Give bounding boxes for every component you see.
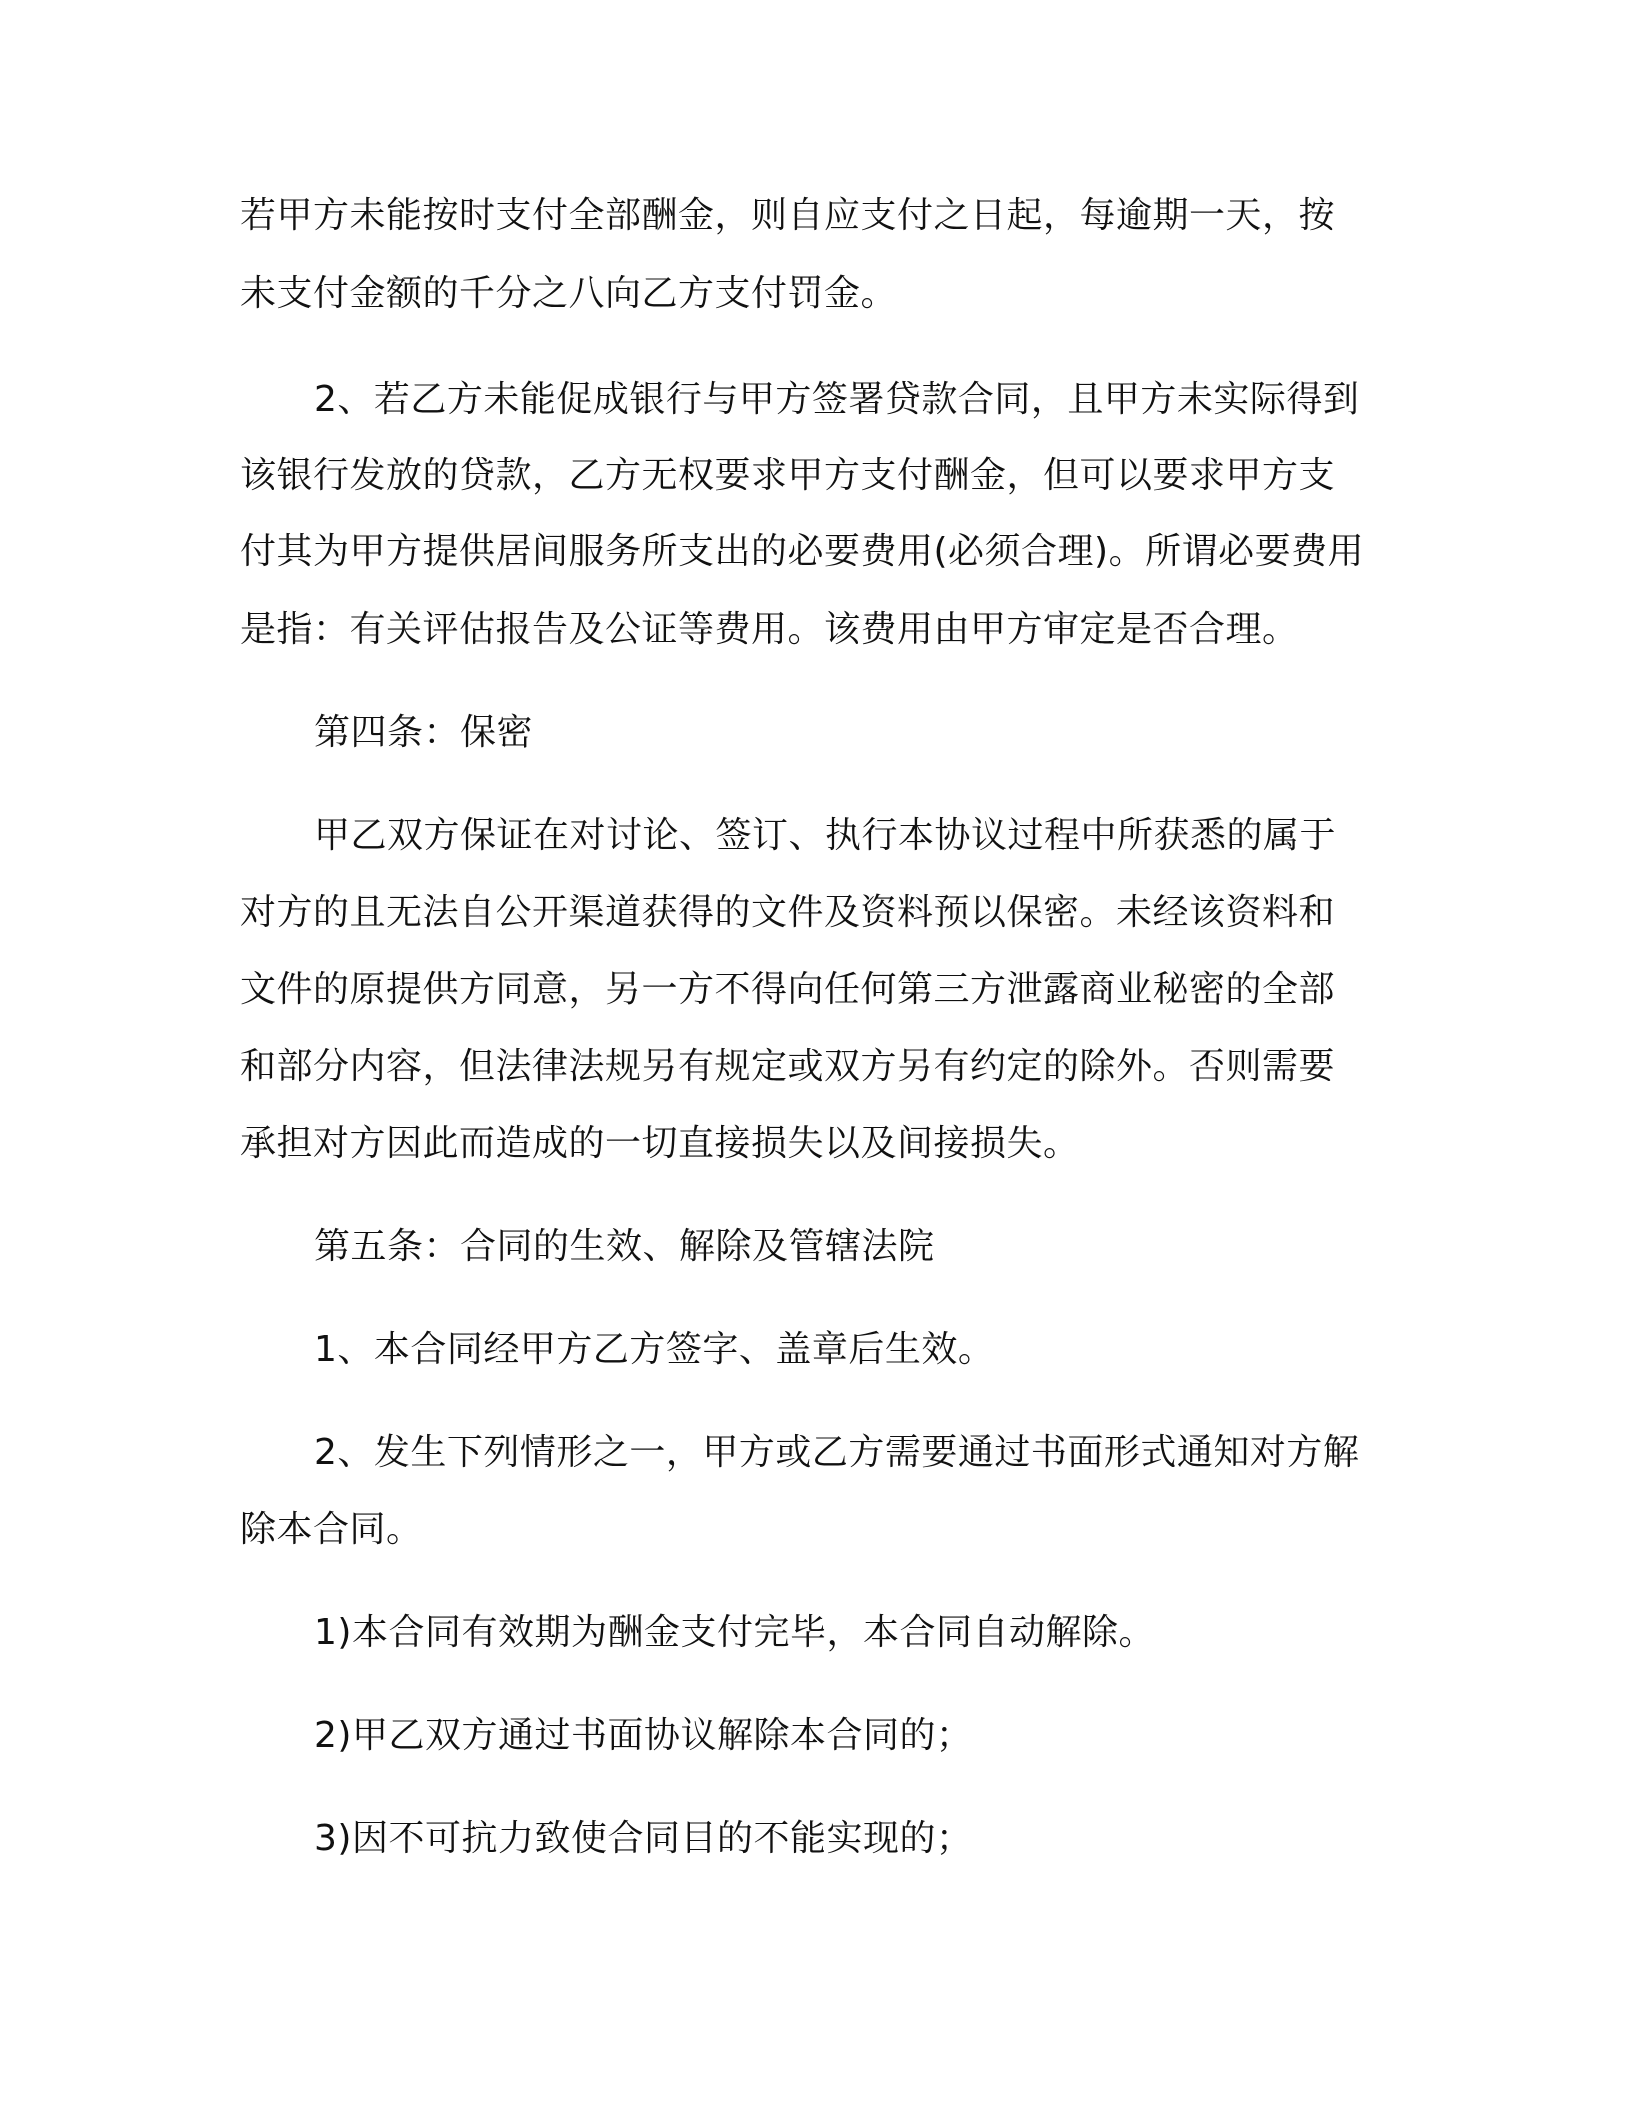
text-line: 2、若乙方未能促成银行与甲方签署贷款合同，且甲方未实际得到: [314, 379, 1360, 420]
text-line: 付其为甲方提供居间服务所支出的必要费用(必须合理)。所谓必要费用: [240, 531, 1365, 572]
list-item: 1)本合同有效期为酬金支付完毕，本合同自动解除。: [314, 1612, 1155, 1653]
text-line: 甲乙双方保证在对讨论、签订、执行本协议过程中所获悉的属于: [314, 815, 1337, 856]
section-heading: 第四条：保密: [314, 712, 534, 753]
text-line: 文件的原提供方同意，另一方不得向任何第三方泄露商业秘密的全部: [240, 969, 1336, 1010]
text-line: 和部分内容，但法律法规另有规定或双方另有约定的除外。否则需要: [240, 1046, 1336, 1087]
list-item: 3)因不可抗力致使合同目的不能实现的；: [314, 1818, 973, 1859]
list-item: 2)甲乙双方通过书面协议解除本合同的；: [314, 1715, 973, 1756]
text-line: 2、发生下列情形之一，甲方或乙方需要通过书面形式通知对方解: [314, 1432, 1360, 1473]
text-line: 除本合同。: [240, 1509, 423, 1550]
text-line: 该银行发放的贷款，乙方无权要求甲方支付酬金，但可以要求甲方支: [240, 455, 1336, 496]
text-line: 是指：有关评估报告及公证等费用。该费用由甲方审定是否合理。: [240, 609, 1299, 650]
text-line: 承担对方因此而造成的一切直接损失以及间接损失。: [240, 1123, 1080, 1164]
section-heading: 第五条：合同的生效、解除及管辖法院: [314, 1226, 935, 1267]
text-line: 若甲方未能按时支付全部酬金，则自应支付之日起，每逾期一天，按: [240, 195, 1336, 236]
text-line: 对方的且无法自公开渠道获得的文件及资料预以保密。未经该资料和: [240, 892, 1336, 933]
text-line: 未支付金额的千分之八向乙方支付罚金。: [240, 273, 898, 314]
text-line: 1、本合同经甲方乙方签字、盖章后生效。: [314, 1329, 995, 1370]
